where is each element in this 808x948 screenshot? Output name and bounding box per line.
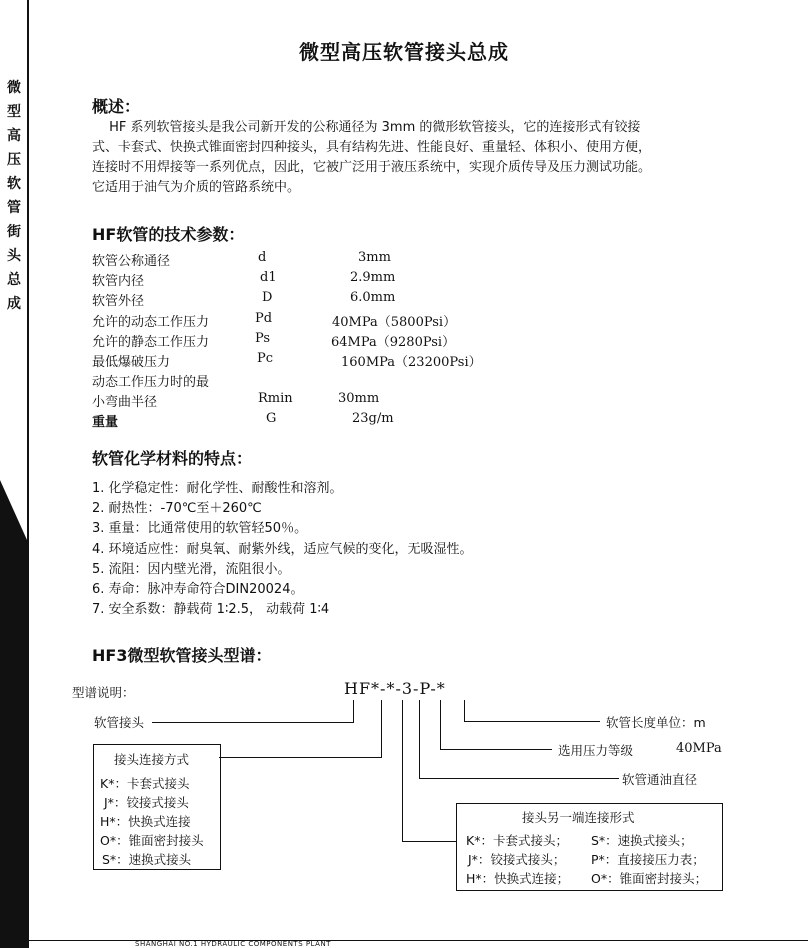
left-box-item: H*：快换式连接 xyxy=(100,814,191,829)
bore-drop xyxy=(419,700,420,779)
left-box-item: K*：卡套式接头 xyxy=(100,776,190,791)
side-triangle xyxy=(0,480,27,540)
side-label: 微型高压软管街头总成 xyxy=(7,80,21,312)
features-heading: 软管化学材料的特点： xyxy=(92,449,253,468)
pressure-value: 40MPa xyxy=(676,741,722,756)
param-value: 160MPa（23200Psi） xyxy=(341,355,482,370)
length-leader xyxy=(464,721,600,722)
param-label: 允许的动态工作压力 xyxy=(92,315,210,330)
param-label: 软管外径 xyxy=(92,294,145,309)
right-box-drop xyxy=(402,700,403,842)
param-label: 重量 xyxy=(92,415,119,430)
param-symbol: G xyxy=(266,411,277,426)
left-box-item: S*：速换式接头 xyxy=(102,852,192,867)
param-label: 最低爆破压力 xyxy=(92,355,171,370)
overview-line: HF 系列软管接头是我公司新开发的公称通径为 3mm 的微形软管接头，它的连接形式有铰接 xyxy=(92,120,641,135)
bore-leader xyxy=(419,778,619,779)
right-box-item: P*：直接接压力表； xyxy=(591,852,705,867)
param-symbol: Pc xyxy=(257,351,274,366)
overview-line: 它适用于油气为介质的管路系统中。 xyxy=(92,180,301,195)
param-value: 30mm xyxy=(338,391,380,406)
feature-item: 3. 重量：比通常使用的软管轻50％。 xyxy=(92,521,308,536)
bore-label: 软管通油直径 xyxy=(622,772,698,787)
param-symbol: Ps xyxy=(255,331,271,346)
hose-joint-drop xyxy=(353,700,354,723)
param-label: 小弯曲半径 xyxy=(92,395,158,410)
pressure-leader xyxy=(440,749,552,750)
param-symbol: Pd xyxy=(255,311,273,326)
param-value: 6.0mm xyxy=(350,290,396,305)
param-value: 40MPa（5800Psi） xyxy=(332,315,457,330)
feature-item: 6. 寿命：脉冲寿命符合DIN20024。 xyxy=(92,582,304,597)
feature-item: 4. 环境适应性：耐臭氧、耐紫外线，适应气候的变化，无吸湿性。 xyxy=(92,542,473,557)
param-label: 动态工作压力时的最 xyxy=(92,375,210,390)
right-box-item: K*：卡套式接头； xyxy=(466,833,568,848)
length-unit-label: 软管长度单位：m xyxy=(606,715,706,730)
feature-item: 2. 耐热性：-70℃至＋260℃ xyxy=(92,501,262,516)
param-symbol: D xyxy=(262,290,273,305)
overview-paragraph xyxy=(92,118,732,198)
right-box-title: 接头另一端连接形式 xyxy=(522,810,635,825)
footer-text: SHANGHAI NO.1 HYDRAULIC COMPONENTS PLANT xyxy=(135,940,331,948)
left-box-item: O*：锥面密封接头 xyxy=(100,833,204,848)
param-value: 2.9mm xyxy=(350,270,396,285)
side-rule xyxy=(27,0,29,948)
param-symbol: Rmin xyxy=(258,391,293,406)
param-value: 64MPa（9280Psi） xyxy=(331,335,456,350)
length-drop xyxy=(464,700,465,722)
feature-item: 5. 流阻：因内壁光滑，流阻很小。 xyxy=(92,562,291,577)
param-symbol: d xyxy=(258,250,267,265)
overview-heading: 概述： xyxy=(92,97,141,116)
hose-joint-label: 软管接头 xyxy=(94,715,145,730)
model-heading: HF3微型软管接头型谱： xyxy=(92,646,272,665)
left-box-title: 接头连接方式 xyxy=(114,752,190,767)
feature-item: 1. 化学稳定性：耐化学性、耐酸性和溶剂。 xyxy=(92,481,343,496)
param-value: 23g/m xyxy=(352,411,394,426)
page-title: 微型高压软管接头总成 xyxy=(299,40,509,64)
overview-line: 连接时不用焊接等一系列优点，因此，它被广泛用于液压系统中，实现介质传导及压力测试功能。 xyxy=(92,160,652,175)
param-label: 允许的静态工作压力 xyxy=(92,335,210,350)
param-symbol: d1 xyxy=(260,270,277,285)
param-label: 软管公称通径 xyxy=(92,254,171,269)
model-desc-label: 型谱说明： xyxy=(72,685,135,700)
side-black-band xyxy=(0,540,27,948)
right-box-item: O*：锥面密封接头； xyxy=(591,871,708,886)
right-box-item: S*：速换式接头； xyxy=(591,833,693,848)
right-box-item: J*：铰接式接头； xyxy=(468,852,566,867)
overview-line: 式、卡套式、快换式锥面密封四种接头，具有结构先进、性能良好、重量轻、体积小、使用方便， xyxy=(92,140,652,155)
tech-heading: HF软管的技术参数： xyxy=(92,225,245,244)
hose-joint-leader xyxy=(152,722,354,723)
left-box-drop xyxy=(381,700,382,758)
param-label: 软管内径 xyxy=(92,274,145,289)
feature-item: 7. 安全系数：静载荷 1∶2.5， 动载荷 1∶4 xyxy=(92,602,330,617)
left-box-leader xyxy=(219,757,382,758)
pressure-drop xyxy=(440,700,441,750)
right-box-item: H*：快换式连接； xyxy=(466,871,570,886)
left-box-item: J*：铰接式接头 xyxy=(104,795,189,810)
param-value: 3mm xyxy=(358,250,391,265)
pressure-grade-label: 选用压力等级 xyxy=(558,743,634,758)
right-box-leader xyxy=(402,841,456,842)
model-code: HF*-*-3-P-* xyxy=(344,679,446,698)
